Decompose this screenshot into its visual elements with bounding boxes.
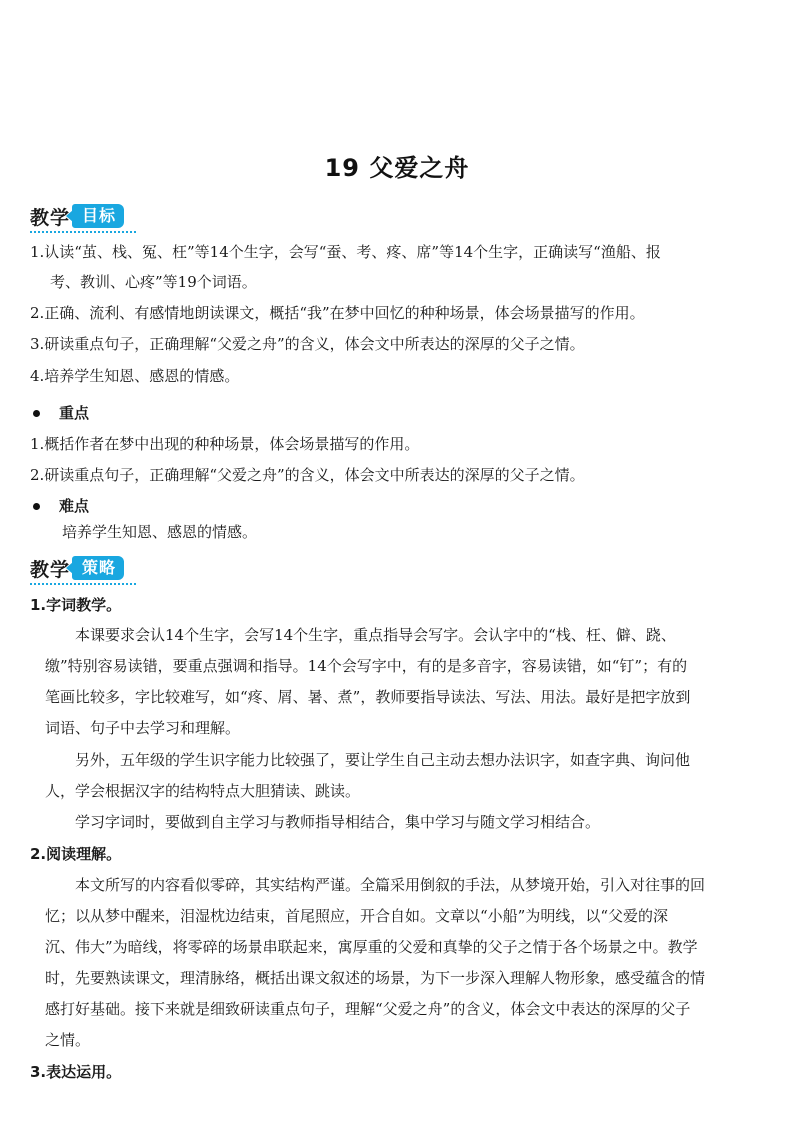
section-header-tag: 策略 (72, 556, 124, 580)
bullet-dot (33, 410, 40, 417)
goals-line: 3.研读重点句子，正确理解“父爱之舟”的含义，体会文中所表达的深厚的父子之情。 (30, 335, 585, 353)
strategy-text-line: 本课要求会认14个生字，会写14个生字，重点指导会写字。会认字中的“栈、枉、僻、跷、 (75, 626, 676, 644)
strategy-item-title: 2.阅读理解。 (30, 845, 122, 863)
section-header-goals (30, 201, 124, 231)
dotted-underline (30, 231, 136, 233)
goals-line: 1.认读“茧、栈、冤、枉”等14个生字，会写“蚕、考、疼、席”等14个生字，正确读写“渔船、报 (30, 243, 661, 261)
goals-line: 2.正确、流利、有感情地朗读课文，概括“我”在梦中回忆的种种场景，体会场景描写的作用。 (30, 304, 645, 322)
difficulties-heading (33, 496, 89, 516)
strategy-text-line: 另外，五年级的学生识字能力比较强了，要让学生自己主动去想办法识字，如查字典、询问他 (75, 751, 691, 769)
strategy-text-line: 缴”特别容易读错，要重点强调和指导。14个会写字中，有的是多音字，容易读错，如“钉”；有的 (45, 657, 688, 675)
goals-line: 4.培养学生知恩、感恩的情感。 (30, 367, 240, 385)
difficulties-label: 难点 (59, 497, 90, 515)
strategy-text-line: 人，学会根据汉字的结构特点大胆猜读、跳读。 (45, 782, 361, 800)
strategy-text-line: 感打好基础。接下来就是细致研读重点句子，理解“父爱之舟”的含义，体会文中表达的深厚的父子 (45, 1000, 691, 1018)
key-points-label: 重点 (59, 404, 90, 422)
section-header-main: 教学 (30, 206, 71, 229)
strategy-item-title: 3.表达运用。 (30, 1063, 122, 1081)
strategy-text-line: 之情。 (45, 1031, 91, 1049)
strategy-text-line: 本文所写的内容看似零碎，其实结构严谨。全篇采用倒叙的手法，从梦境开始，引入对往事的回 (75, 876, 706, 894)
dotted-underline (30, 583, 136, 585)
strategy-text-line: 时，先要熟读课文，理清脉络，概括出课文叙述的场景，为下一步深入理解人物形象，感受蕴含的情 (45, 969, 706, 987)
section-header-tag: 目标 (72, 204, 124, 228)
section-header-strategy (30, 553, 124, 583)
strategy-text-line: 学习字词时，要做到自主学习与教师指导相结合，集中学习与随文学习相结合。 (75, 813, 601, 831)
strategy-text-line: 忆；以从梦中醒来，泪湿枕边结束，首尾照应，开合自如。文章以“小船”为明线，以“父爱的深 (45, 907, 669, 925)
key-point-line: 1.概括作者在梦中出现的种种场景，体会场景描写的作用。 (30, 435, 420, 453)
strategy-item-title: 1.字词教学。 (30, 596, 122, 614)
strategy-text-line: 词语、句子中去学习和理解。 (45, 719, 241, 737)
bullet-dot (33, 503, 40, 510)
difficulties-text: 培养学生知恩、感恩的情感。 (62, 523, 258, 541)
goals-line: 考、教训、心疼”等19个词语。 (50, 273, 257, 291)
section-header-main: 教学 (30, 558, 71, 581)
page-title: 19 父爱之舟 (324, 154, 470, 182)
key-point-line: 2.研读重点句子，正确理解“父爱之舟”的含义，体会文中所表达的深厚的父子之情。 (30, 466, 585, 484)
strategy-text-line: 沉、伟大”为暗线，将零碎的场景串联起来，寓厚重的父爱和真挚的父子之情于各个场景之中。教学 (45, 938, 698, 956)
strategy-text-line: 笔画比较多，字比较难写，如“疼、屑、暑、煮”，教师要指导读法、写法、用法。最好是把字放到 (45, 688, 691, 706)
key-points-heading (33, 403, 89, 423)
